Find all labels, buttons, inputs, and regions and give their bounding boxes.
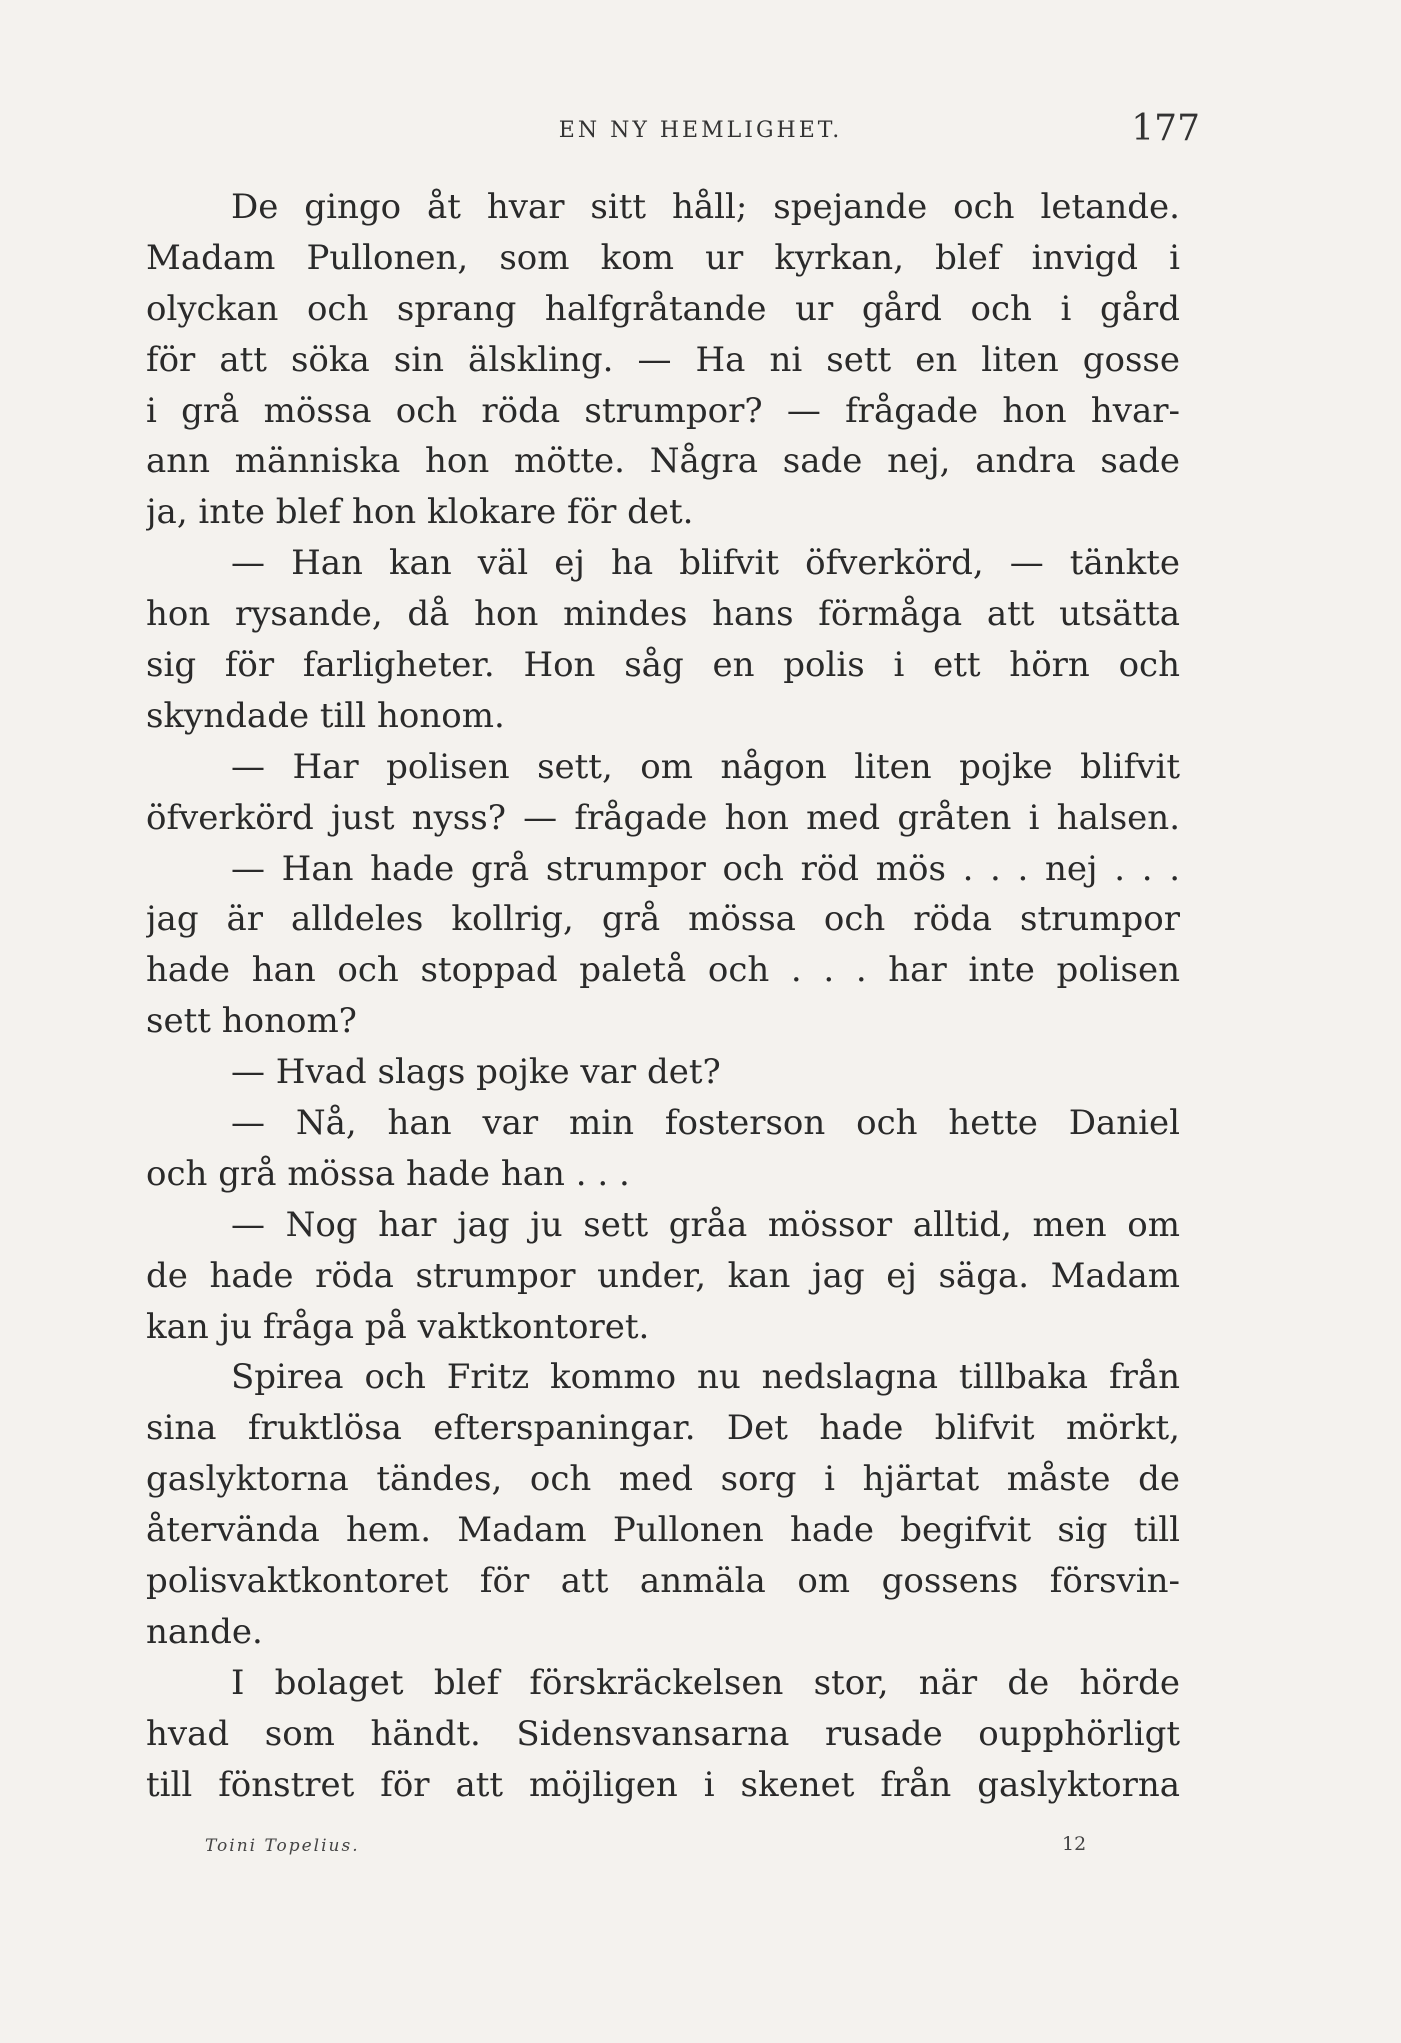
text-line: sig för farligheter. Hon såg en polis i ett hörn och [146, 645, 1180, 686]
text-line: — Nå, han var min fosterson och hette Daniel [231, 1103, 1180, 1144]
text-line: öfverkörd just nyss? — frågade hon med gråten i halsen. [146, 797, 1180, 838]
text-line: nande. [146, 1611, 263, 1652]
text-line: jag är alldeles kollrig, grå mössa och röda strumpor [146, 899, 1180, 940]
text-line: hade han och stoppad paletå och . . . har inte polisen [146, 950, 1180, 991]
text-line: — Nog har jag ju sett gråa mössor alltid, men om [231, 1204, 1180, 1245]
text-line: hvad som händt. Sidensvansarna rusade oupphörligt [146, 1713, 1180, 1754]
text-line: — Han kan väl ej ha blifvit öfverkörd, — tänkte [231, 543, 1180, 584]
running-head: EN NY HEMLIGHET. [558, 118, 843, 143]
page-number: 177 [1131, 108, 1200, 149]
text-line: sina fruktlösa efterspaningar. Det hade blifvit mörkt, [146, 1408, 1180, 1449]
text-line: sett honom? [146, 1001, 357, 1042]
text-line: — Han hade grå strumpor och röd mös . . . nej . . . [231, 848, 1180, 889]
text-line: skyndade till honom. [146, 695, 505, 736]
text-line: Spirea och Fritz kommo nu nedslagna tillbaka från [231, 1357, 1180, 1398]
text-line: polisvaktkontoret för att anmäla om gossens försvin- [146, 1561, 1180, 1602]
text-line: och grå mössa hade han . . . [146, 1153, 630, 1194]
text-line: — Har polisen sett, om någon liten pojke blifvit [231, 746, 1180, 787]
body-text [146, 182, 1180, 1811]
text-line: de hade röda strumpor under, kan jag ej säga. Madam [146, 1255, 1180, 1296]
printer-signature: Toini Topelius. [205, 1836, 360, 1856]
text-line: ann människa hon mötte. Några sade nej, andra sade [146, 441, 1180, 482]
text-line: i grå mössa och röda strumpor? — frågade hon hvar- [146, 390, 1180, 431]
text-line: återvända hem. Madam Pullonen hade begifvit sig till [146, 1510, 1180, 1551]
text-line: kan ju fråga på vaktkontoret. [146, 1306, 650, 1347]
sheet-number: 12 [1062, 1833, 1087, 1855]
text-line: I bolaget blef förskräckelsen stor, när de hörde [231, 1662, 1180, 1703]
text-line: till fönstret för att möjligen i skenet från gaslyktorna [146, 1764, 1180, 1805]
text-line: — Hvad slags pojke var det? [231, 1052, 721, 1093]
text-line: hon rysande, då hon mindes hans förmåga att utsätta [146, 594, 1180, 635]
text-line: för att söka sin älskling. — Ha ni sett en liten gosse [146, 339, 1180, 380]
text-line: olyckan och sprang halfgråtande ur gård och i gård [146, 288, 1180, 329]
text-line: Madam Pullonen, som kom ur kyrkan, blef invigd i [146, 237, 1180, 278]
text-line: gaslyktorna tändes, och med sorg i hjärtat måste de [146, 1459, 1180, 1500]
text-line: ja, inte blef hon klokare för det. [146, 492, 694, 533]
text-line: De gingo åt hvar sitt håll; spejande och letande. [231, 187, 1180, 227]
